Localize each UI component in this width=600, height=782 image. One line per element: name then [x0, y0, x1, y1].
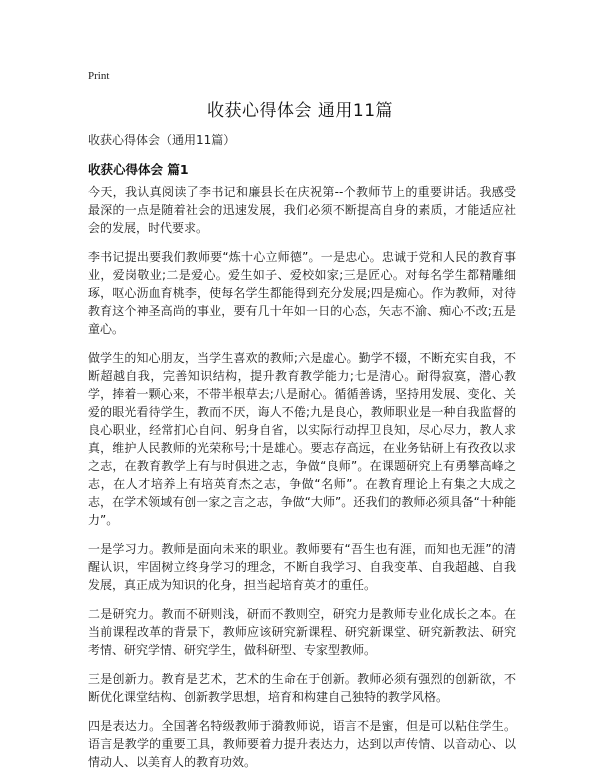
paragraph: 四是表达力。全国著名特级教师于漪教师说，语言不是蜜，但是可以粘住学生。语言是教学的重要工具，教师要着力提升表达力，达到以声传情、以音动心、以情动人、以美育人的教育功效。	[88, 719, 516, 769]
paragraph: 今天，我认真阅读了李书记和廉县长在庆祝第--个教师节上的重要讲话。我感受最深的一点是随着社会的迅速发展，我们必须不断提高自身的素质，才能适应社会的发展，时代要求。	[88, 185, 516, 235]
paragraph: 二是研究力。教而不研则浅，研而不教则空，研究力是教师专业化成长之本。在当前课程改革的背景下，教师应该研究新课程、研究新课堂、研究新教法、研究考情、研究学情、研究学生，做科研型、专家型教师。	[88, 607, 516, 657]
print-label: Print	[88, 70, 110, 82]
paragraph: 李书记提出要我们教师要“炼十心立师德”。一是忠心。忠诚于党和人民的教育事业，爱岗敬业;二是爱心。爱生如子、爱校如家;三是匠心。对每名学生都精雕细琢，呕心沥血育桃李，使每名学生都能得到充分发展;四是痴心。作为教师，对待教育这个神圣高尚的事业，要有几十年如一日的心态，矢志不渝、痴心不改;五是童心。	[88, 250, 516, 336]
paragraph: 做学生的知心朋友，当学生喜欢的教师;六是虚心。勤学不辍，不断充实自我，不断超越自我，完善知识结构，提升教育教学能力;七是清心。耐得寂寞，潜心教学，捧着一颗心来，不带半根草去;八是耐心。循循善诱，坚持用发展、变化、关爱的眼光看待学生，教而不厌，诲人不倦;九是良心，教师职业是一种自我监督的良心职业，经常扪心自问、躬身自省，以实际行动捍卫良知，尽心尽力，教人求真，维护人民教师的光荣称号;十是雄心。要志存高远，在业务钻研上有孜孜以求之志，在教育教学上有与时俱进之志，争做“良师”。在课题研究上有勇攀高峰之志，在人才培养上有培英育杰之志，争做“名师”。在教育理论上有集之大成之志，在学术领域有创一家之言之志，争做“大师”。还我们的教师必须具备“十种能力”。	[88, 351, 516, 527]
page-title: 收获心得体会 通用11篇	[206, 101, 394, 121]
paragraph: 一是学习力。教师是面向未来的职业。教师要有“吾生也有涯，而知也无涯”的清醒认识，牢固树立终身学习的理念，不断自我学习、自我变革、自我超越、自我发展，真正成为知识的化身，担当起培育英才的重任。	[88, 542, 516, 592]
section-heading: 收获心得体会 篇1	[88, 162, 189, 177]
document-body	[88, 183, 516, 782]
paragraph: 三是创新力。教育是艺术，艺术的生命在于创新。教师必须有强烈的创新欲，不断优化课堂结构、创新教学思想，培育和构建自己独特的教学风格。	[88, 672, 516, 704]
document-subtitle: 收获心得体会（通用11篇）	[88, 133, 236, 147]
